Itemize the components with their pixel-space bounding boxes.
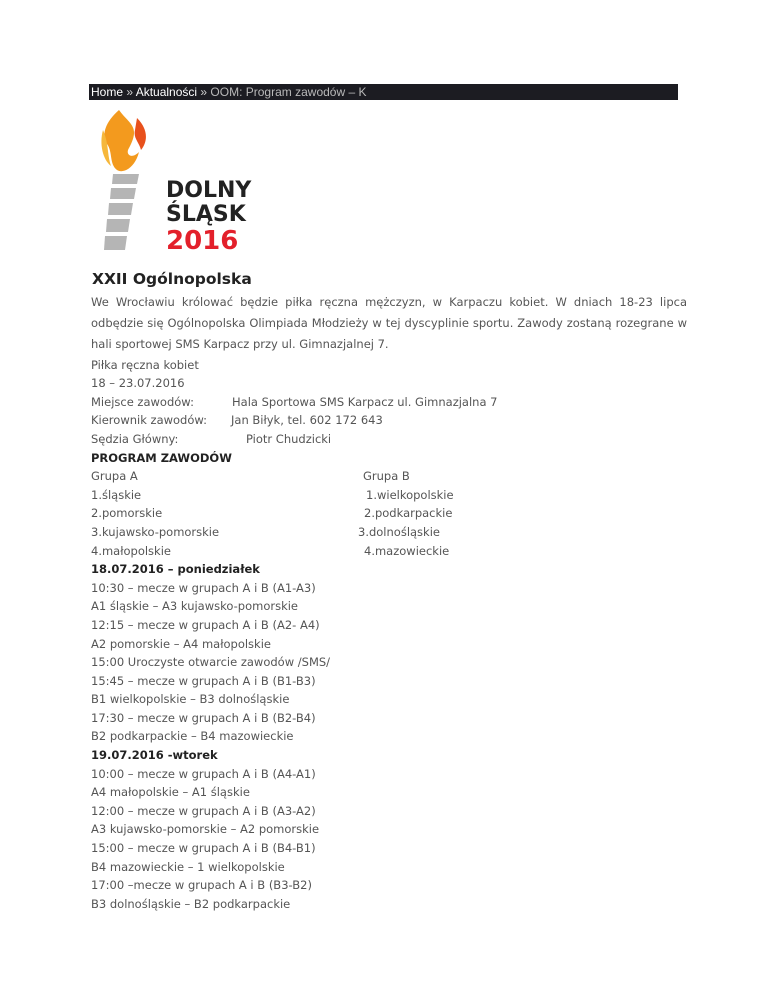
group-b-cell: 1.wielkopolskie — [366, 487, 454, 502]
venue-value: Hala Sportowa SMS Karpacz ul. Gimnazjalna 7 — [232, 394, 498, 409]
director-value: Jan Biłyk, tel. 602 172 643 — [231, 413, 383, 428]
director-label: Kierownik zawodów: — [91, 413, 208, 428]
schedule-item: A1 śląskie – A3 kujawsko-pomorskie — [91, 599, 298, 614]
referee-label: Sędzia Główny: — [91, 431, 179, 446]
referee-value: Piotr Chudzicki — [246, 431, 332, 446]
group-b-cell: 3.dolnośląskie — [358, 524, 440, 539]
logo-title-line2: ŚLĄSK — [166, 202, 246, 227]
event-title: Piłka ręczna kobiet — [91, 357, 199, 372]
breadcrumb-news-link[interactable]: Aktualności — [135, 85, 198, 99]
schedule-item: A2 pomorskie – A4 małopolskie — [91, 636, 271, 651]
event-logo — [89, 104, 289, 290]
groups-row — [91, 542, 687, 561]
schedule-item: 17:00 –mecze w grupach A i B (B3-B2) — [91, 878, 312, 893]
breadcrumb — [89, 84, 678, 100]
venue-label: Miejsce zawodów: — [91, 394, 194, 409]
group-b-cell: Grupa B — [363, 469, 410, 484]
groups-table — [91, 467, 687, 560]
group-a-cell: Grupa A — [91, 469, 138, 484]
logo-year: 2016 — [166, 226, 239, 256]
schedule-item: 12:15 – mecze w grupach A i B (A2- A4) — [91, 617, 320, 632]
logo-caption: XXII Ogólnopolska — [92, 270, 252, 288]
schedule-item: A3 kujawsko-pomorskie – A2 pomorskie — [91, 822, 320, 837]
schedule-item: 15:45 – mecze w grupach A i B (B1-B3) — [91, 673, 316, 688]
torch-handle-icon — [104, 174, 139, 250]
groups-row — [91, 523, 687, 542]
torch-flame-icon — [101, 110, 146, 171]
schedule-item: B2 podkarpackie – B4 mazowieckie — [91, 729, 294, 744]
logo-title-line1: DOLNY — [166, 178, 252, 203]
intro-paragraph: We Wrocławiu królować będzie piłka ręczna mężczyzn, w Karpaczu kobiet. W dniach 18-23 lipca odbędzie się Ogólnopolska Olimpiada Młodzieży w tej dyscyplinie sportu. Zawody zostaną rozegrane w hali sportowej SMS Karpacz przy ul. Gimnazjalnej 7. — [91, 295, 687, 352]
director-row — [91, 411, 687, 430]
schedule-day-heading: 19.07.2016 -wtorek — [91, 748, 218, 763]
schedule-item: 10:30 – mecze w grupach A i B (A1-A3) — [91, 580, 316, 595]
groups-row — [91, 467, 687, 486]
breadcrumb-current: OOM: Program zawodów – K — [210, 85, 367, 99]
schedule-list — [91, 560, 687, 913]
article-content — [91, 292, 687, 913]
schedule-item: B4 mazowieckie – 1 wielkopolskie — [91, 859, 285, 874]
event-dates: 18 – 23.07.2016 — [91, 376, 185, 391]
schedule-item: 10:00 – mecze w grupach A i B (A4-A1) — [91, 766, 316, 781]
schedule-item: 12:00 – mecze w grupach A i B (A3-A2) — [91, 803, 316, 818]
program-heading: PROGRAM ZAWODÓW — [91, 450, 232, 465]
groups-row — [91, 504, 687, 523]
schedule-day-heading: 18.07.2016 – poniedziałek — [91, 562, 260, 577]
referee-row — [91, 430, 687, 449]
groups-row — [91, 486, 687, 505]
venue-row — [91, 393, 687, 412]
group-b-cell: 2.podkarpackie — [364, 506, 453, 521]
schedule-item: 15:00 – mecze w grupach A i B (B4-B1) — [91, 841, 316, 856]
group-a-cell: 3.kujawsko-pomorskie — [91, 524, 220, 539]
schedule-item: B1 wielkopolskie – B3 dolnośląskie — [91, 692, 290, 707]
group-a-cell: 2.pomorskie — [91, 506, 163, 521]
group-a-cell: 4.małopolskie — [91, 543, 171, 558]
group-a-cell: 1.śląskie — [91, 487, 142, 502]
group-b-cell: 4.mazowieckie — [364, 543, 450, 558]
schedule-item: A4 małopolskie – A1 śląskie — [91, 785, 250, 800]
schedule-item: B3 dolnośląskie – B2 podkarpackie — [91, 896, 291, 911]
schedule-item: 17:30 – mecze w grupach A i B (B2-B4) — [91, 710, 316, 725]
breadcrumb-separator: » — [197, 85, 211, 99]
breadcrumb-home-link[interactable]: Home — [91, 85, 124, 99]
schedule-item: 15:00 Uroczyste otwarcie zawodów /SMS/ — [91, 655, 331, 670]
breadcrumb-separator: » — [123, 85, 136, 99]
